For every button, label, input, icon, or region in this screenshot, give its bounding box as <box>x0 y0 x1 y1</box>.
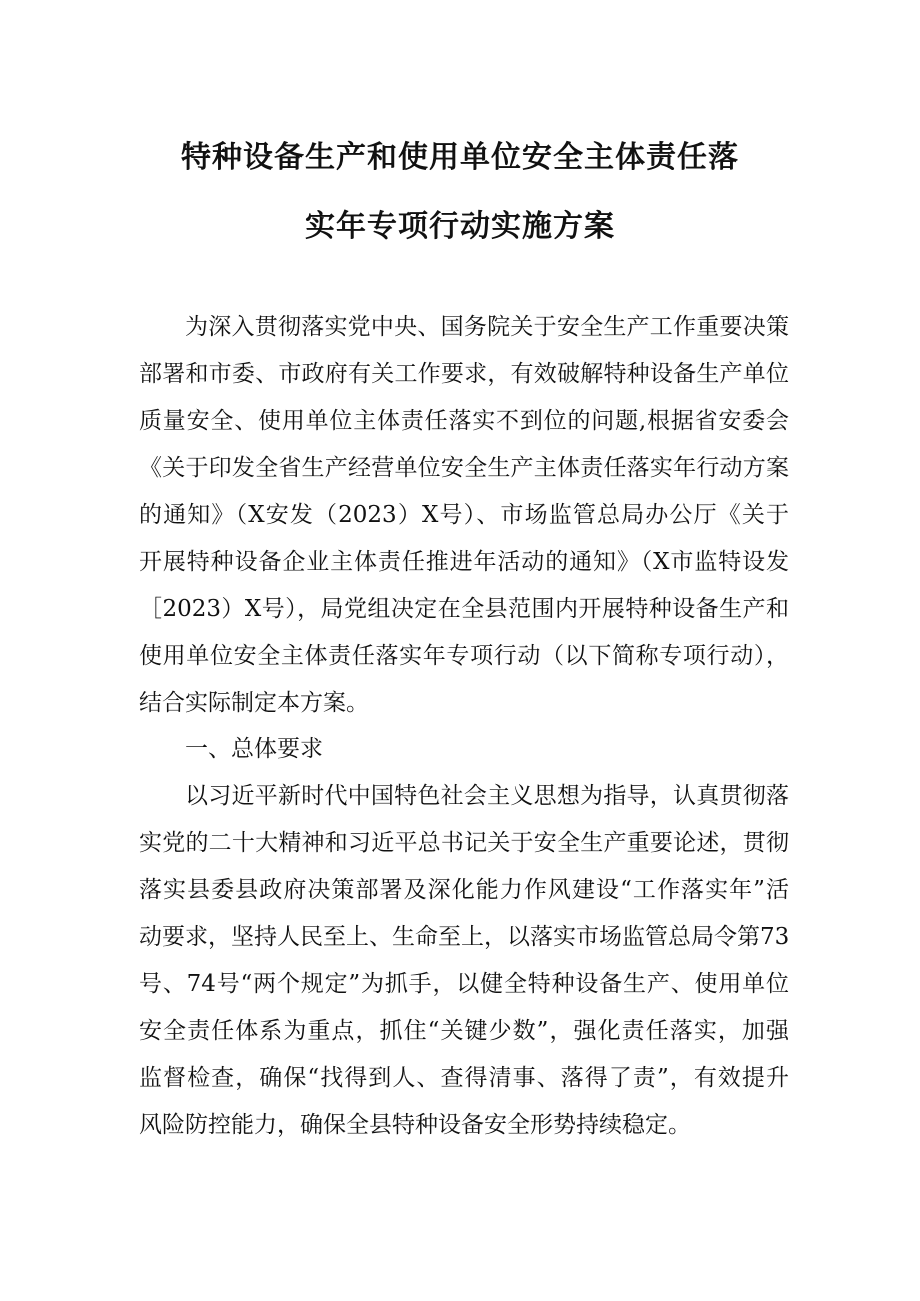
section-paragraph-line: 号、74号“两个规定”为抓手，以健全特种设备生产、使用单位 <box>139 971 789 997</box>
document-title-line-2: 实年专项行动实施方案 <box>305 209 615 244</box>
section-paragraph-line: 以习近平新时代中国特色社会主义思想为指导，认真贯彻落 <box>185 783 789 809</box>
section-paragraph-line: 动要求，坚持人民至上、生命至上，以落实市场监管总局令第73 <box>139 924 790 950</box>
section-heading: 一、总体要求 <box>185 736 323 762</box>
section-paragraph-line: 安全责任体系为重点，抓住“关键少数”，强化责任落实，加强 <box>139 1018 789 1044</box>
intro-paragraph-line: 质量安全、使用单位主体责任落实不到位的问题,根据省安委会 <box>139 408 789 434</box>
section-paragraph-line: 实党的二十大精神和习近平总书记关于安全生产重要论述，贯彻 <box>139 830 789 856</box>
section-paragraph-line: 落实县委县政府决策部署及深化能力作风建设“工作落实年”活 <box>139 877 789 903</box>
intro-paragraph-line: 开展特种设备企业主体责任推进年活动的通知》（X市监特设发 <box>139 549 789 575</box>
intro-paragraph-line: 《关于印发全省生产经营单位安全生产主体责任落实年行动方案 <box>139 455 789 481</box>
intro-paragraph-line: 为深入贯彻落实党中央、国务院关于安全生产工作重要决策 <box>185 314 789 340</box>
intro-paragraph-line: 使用单位安全主体责任落实年专项行动（以下简称专项行动）， <box>139 643 789 669</box>
document-title-line-1: 特种设备生产和使用单位安全主体责任落 <box>181 140 739 175</box>
intro-paragraph-line: 结合实际制定本方案。 <box>139 690 369 716</box>
section-paragraph-line: 监督检查，确保“找得到人、查得清事、落得了责”，有效提升 <box>139 1065 789 1091</box>
intro-paragraph-line: ［2023）X号），局党组决定在全县范围内开展特种设备生产和 <box>139 596 789 622</box>
section-paragraph-line: 风险防控能力，确保全县特种设备安全形势持续稳定。 <box>139 1112 691 1138</box>
intro-paragraph-line: 的通知》（X安发（2023）X号）、市场监管总局办公厅《关于 <box>139 502 789 528</box>
intro-paragraph-line: 部署和市委、市政府有关工作要求，有效破解特种设备生产单位 <box>139 361 789 387</box>
